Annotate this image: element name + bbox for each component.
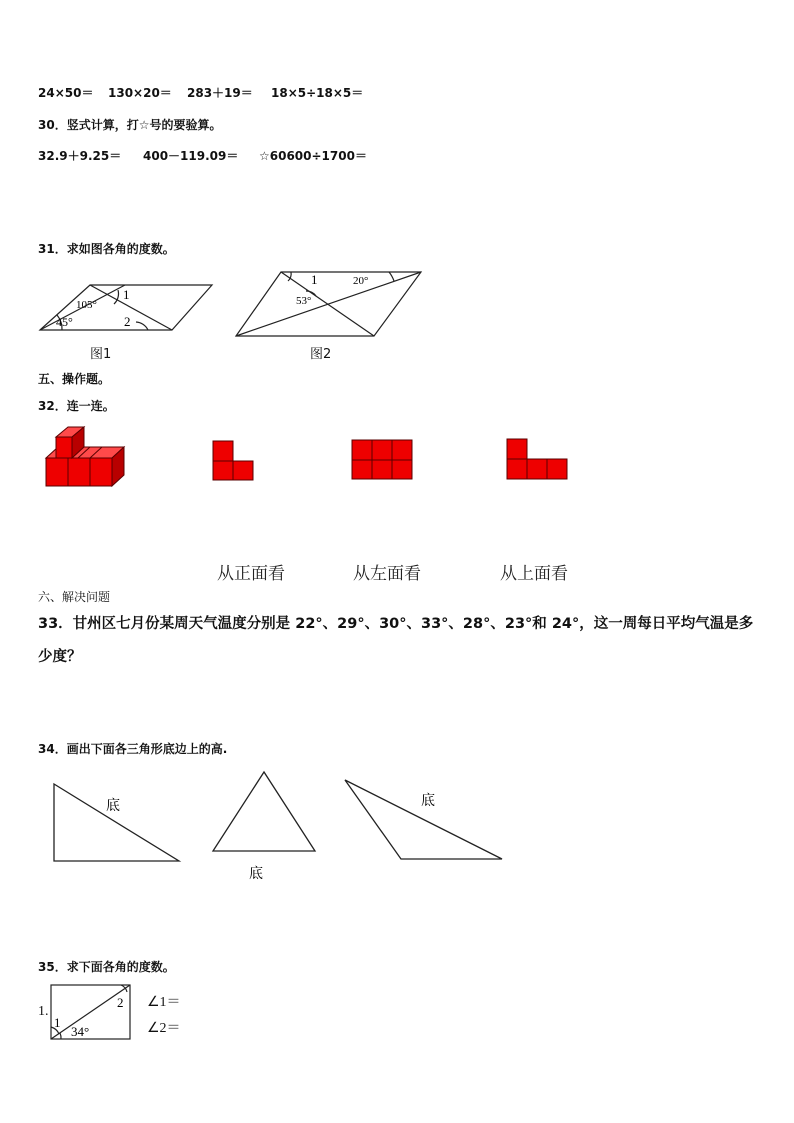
q31-figure-1	[38, 282, 238, 352]
q34-base-label-3: 底	[421, 794, 435, 809]
calc-item-1: 24×50＝	[38, 86, 94, 100]
fig1-label-105: 105°	[76, 299, 97, 311]
view-label-left: 从左面看	[353, 564, 421, 584]
q33-line-1: 33．甘州区七月份某周天气温度分别是 22°、29°、30°、33°、28°、23°和 24°，这一周每日平均气温是多	[38, 616, 754, 632]
q32-title: 32．连一连。	[38, 399, 115, 413]
calc-item-3: 283＋19＝	[187, 86, 253, 100]
q30-item-2: 400－119.09＝	[143, 149, 239, 163]
fig2-label-53: 53°	[296, 295, 312, 307]
q35-answer-1: ∠1＝	[147, 995, 181, 1010]
q34-triangle-right	[52, 782, 187, 867]
q33-line-2: 少度？	[38, 649, 82, 665]
view-shape-grid	[351, 439, 416, 484]
cube-stack-3d	[46, 427, 136, 492]
fig1-label-2: 2	[124, 314, 131, 329]
q35-label-34: 34°	[71, 1024, 90, 1039]
q35-rectangle-figure	[49, 983, 139, 1043]
q34-triangle-obtuse	[343, 778, 508, 868]
section-6-heading: 六、解决问题	[38, 590, 111, 604]
fig2-caption: 图2	[310, 347, 332, 362]
calc-item-2: 130×20＝	[108, 86, 172, 100]
view-shape-l	[212, 440, 257, 485]
q35-label-2: 2	[117, 995, 124, 1010]
fig1-label-45: 45°	[56, 315, 73, 329]
fig1-caption: 图1	[90, 347, 112, 362]
q31-figure-2	[234, 270, 434, 340]
q31-title: 31．求如图各角的度数。	[38, 242, 175, 256]
q34-base-label-2: 底	[249, 867, 263, 882]
view-label-top: 从上面看	[500, 564, 568, 584]
q35-number: 1.	[38, 1004, 49, 1019]
q34-title: 34．画出下面各三角形底边上的高.	[38, 742, 228, 756]
q35-title: 35．求下面各角的度数。	[38, 960, 175, 974]
fig2-label-20: 20°	[353, 275, 369, 287]
calc-item-4: 18×5÷18×5＝	[271, 86, 364, 100]
q35-answer-2: ∠2＝	[147, 1021, 181, 1036]
q34-base-label-1: 底	[106, 799, 120, 814]
q30-title: 30．竖式计算，打☆号的要验算。	[38, 118, 222, 132]
q30-item-3: ☆60600÷1700＝	[259, 149, 367, 163]
view-label-front: 从正面看	[217, 564, 285, 584]
section-5-heading: 五、操作题。	[38, 372, 111, 386]
view-shape-l-long	[506, 438, 576, 483]
q35-label-1: 1	[54, 1015, 61, 1030]
fig1-label-1: 1	[123, 287, 130, 302]
q30-item-1: 32.9＋9.25＝	[38, 149, 122, 163]
fig2-label-1: 1	[311, 272, 318, 287]
q34-triangle-equilateral	[210, 770, 320, 882]
